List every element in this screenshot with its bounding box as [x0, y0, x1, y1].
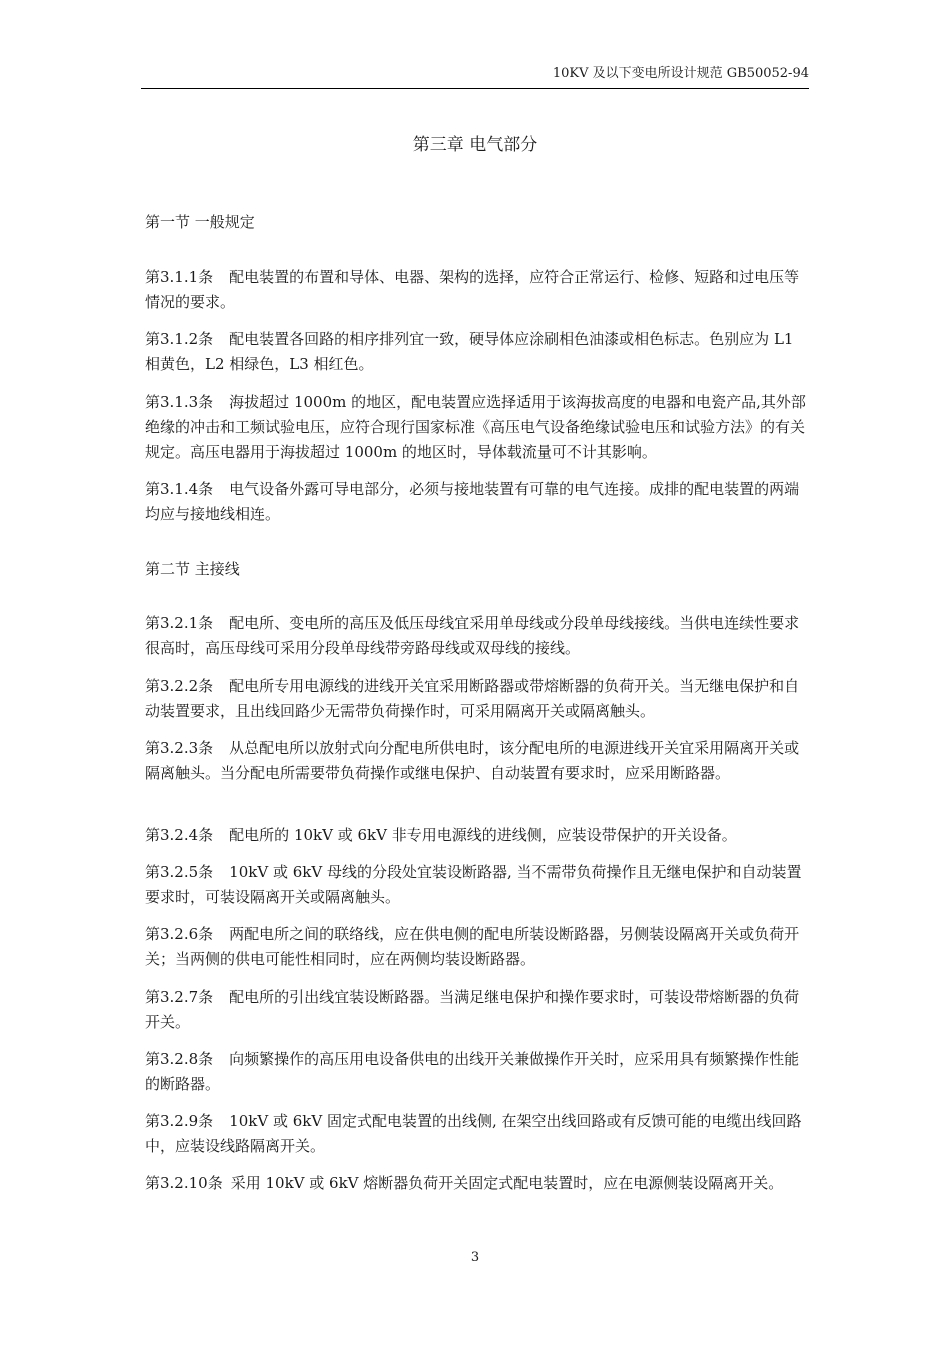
clause-number: 第3.2.10条: [145, 1174, 223, 1192]
clause-number: 第3.1.2条: [145, 330, 214, 348]
clause-text: 10kV 或 6kV 固定式配电装置的出线侧, 在架空出线回路或有反馈可能的电缆出线回路中，应装设线路隔离开关。: [145, 1112, 802, 1155]
clause-text: 10kV 或 6kV 母线的分段处宜装设断路器, 当不需带负荷操作且无继电保护和自动装置要求时，可装设隔离开关或隔离触头。: [145, 863, 802, 906]
clause-3-2-7: [145, 985, 809, 1035]
clause-text: 向频繁操作的高压用电设备供电的出线开关兼做操作开关时，应采用具有频繁操作性能的断路器。: [145, 1050, 800, 1093]
clause-number: 第3.2.7条: [145, 988, 214, 1006]
section-title-general: 第一节 一般规定: [145, 213, 255, 231]
clause-number: 第3.2.1条: [145, 614, 214, 632]
clause-number: 第3.1.4条: [145, 480, 214, 498]
clause-3-2-1: [145, 611, 809, 661]
clause-text: 配电所专用电源线的进线开关宜采用断路器或带熔断器的负荷开关。当无继电保护和自动装置要求，且出线回路少无需带负荷操作时，可采用隔离开关或隔离触头。: [145, 677, 800, 720]
running-header: 10KV 及以下变电所设计规范 GB50052-94: [552, 66, 809, 81]
clause-number: 第3.1.1条: [145, 268, 214, 286]
header-divider: [141, 88, 809, 89]
clause-number: 第3.2.5条: [145, 863, 214, 881]
clause-3-1-2: [145, 327, 809, 377]
clause-3-2-2: [145, 674, 809, 724]
clause-3-2-10: [145, 1171, 809, 1196]
chapter-title: 第三章 电气部分: [412, 135, 538, 155]
clause-3-2-9: [145, 1109, 809, 1159]
clause-text: 配电装置各回路的相序排列宜一致，硬导体应涂刷相色油漆或相色标志。色别应为 L1 相黄色，L2 相绿色，L3 相红色。: [145, 330, 794, 373]
clause-3-2-4: [145, 823, 809, 848]
clause-3-1-1: [145, 265, 809, 315]
clause-number: 第3.2.4条: [145, 826, 214, 844]
clause-number: 第3.1.3条: [145, 393, 214, 411]
clause-text: 配电装置的布置和导体、电器、架构的选择，应符合正常运行、检修、短路和过电压等情况的要求。: [145, 268, 800, 311]
clause-text: 从总配电所以放射式向分配电所供电时，该分配电所的电源进线开关宜采用隔离开关或隔离触头。当分配电所需要带负荷操作或继电保护、自动装置有要求时，应采用断路器。: [145, 739, 800, 782]
clause-3-1-3: [145, 390, 809, 465]
clause-number: 第3.2.8条: [145, 1050, 214, 1068]
clause-text: 两配电所之间的联络线，应在供电侧的配电所装设断路器，另侧装设隔离开关或负荷开关；当两侧的供电可能性相同时，应在两侧均装设断路器。: [145, 925, 800, 968]
clause-3-2-3: [145, 736, 809, 786]
clause-3-1-4: [145, 477, 809, 527]
clause-number: 第3.2.9条: [145, 1112, 214, 1130]
clause-3-2-6: [145, 922, 809, 972]
clause-3-2-8: [145, 1047, 809, 1097]
clause-text: 海拔超过 1000m 的地区，配电装置应选择适用于该海拔高度的电器和电瓷产品,其外部绝缘的冲击和工频试验电压，应符合现行国家标准《高压电气设备绝缘试验电压和试验方法》的有关规定。高压电器用于海拔超过 1000m 的地区时，导体载流量可不计其影响。: [145, 393, 806, 461]
page-number: 3: [470, 1250, 480, 1265]
clause-text: 采用 10kV 或 6kV 熔断器负荷开关固定式配电装置时，应在电源侧装设隔离开关。: [230, 1174, 784, 1192]
clause-text: 配电所的 10kV 或 6kV 非专用电源线的进线侧，应装设带保护的开关设备。: [229, 826, 737, 844]
section-title-main-wiring: 第二节 主接线: [145, 560, 240, 578]
clause-number: 第3.2.6条: [145, 925, 214, 943]
clause-3-2-5: [145, 860, 809, 910]
clause-text: 配电所、变电所的高压及低压母线宜采用单母线或分段单母线接线。当供电连续性要求很高时，高压母线可采用分段单母线带旁路母线或双母线的接线。: [145, 614, 800, 657]
clause-number: 第3.2.3条: [145, 739, 214, 757]
clause-number: 第3.2.2条: [145, 677, 214, 695]
clause-text: 配电所的引出线宜装设断路器。当满足继电保护和操作要求时，可装设带熔断器的负荷开关。: [145, 988, 800, 1031]
clause-text: 电气设备外露可导电部分，必须与接地装置有可靠的电气连接。成排的配电装置的两端均应与接地线相连。: [145, 480, 800, 523]
